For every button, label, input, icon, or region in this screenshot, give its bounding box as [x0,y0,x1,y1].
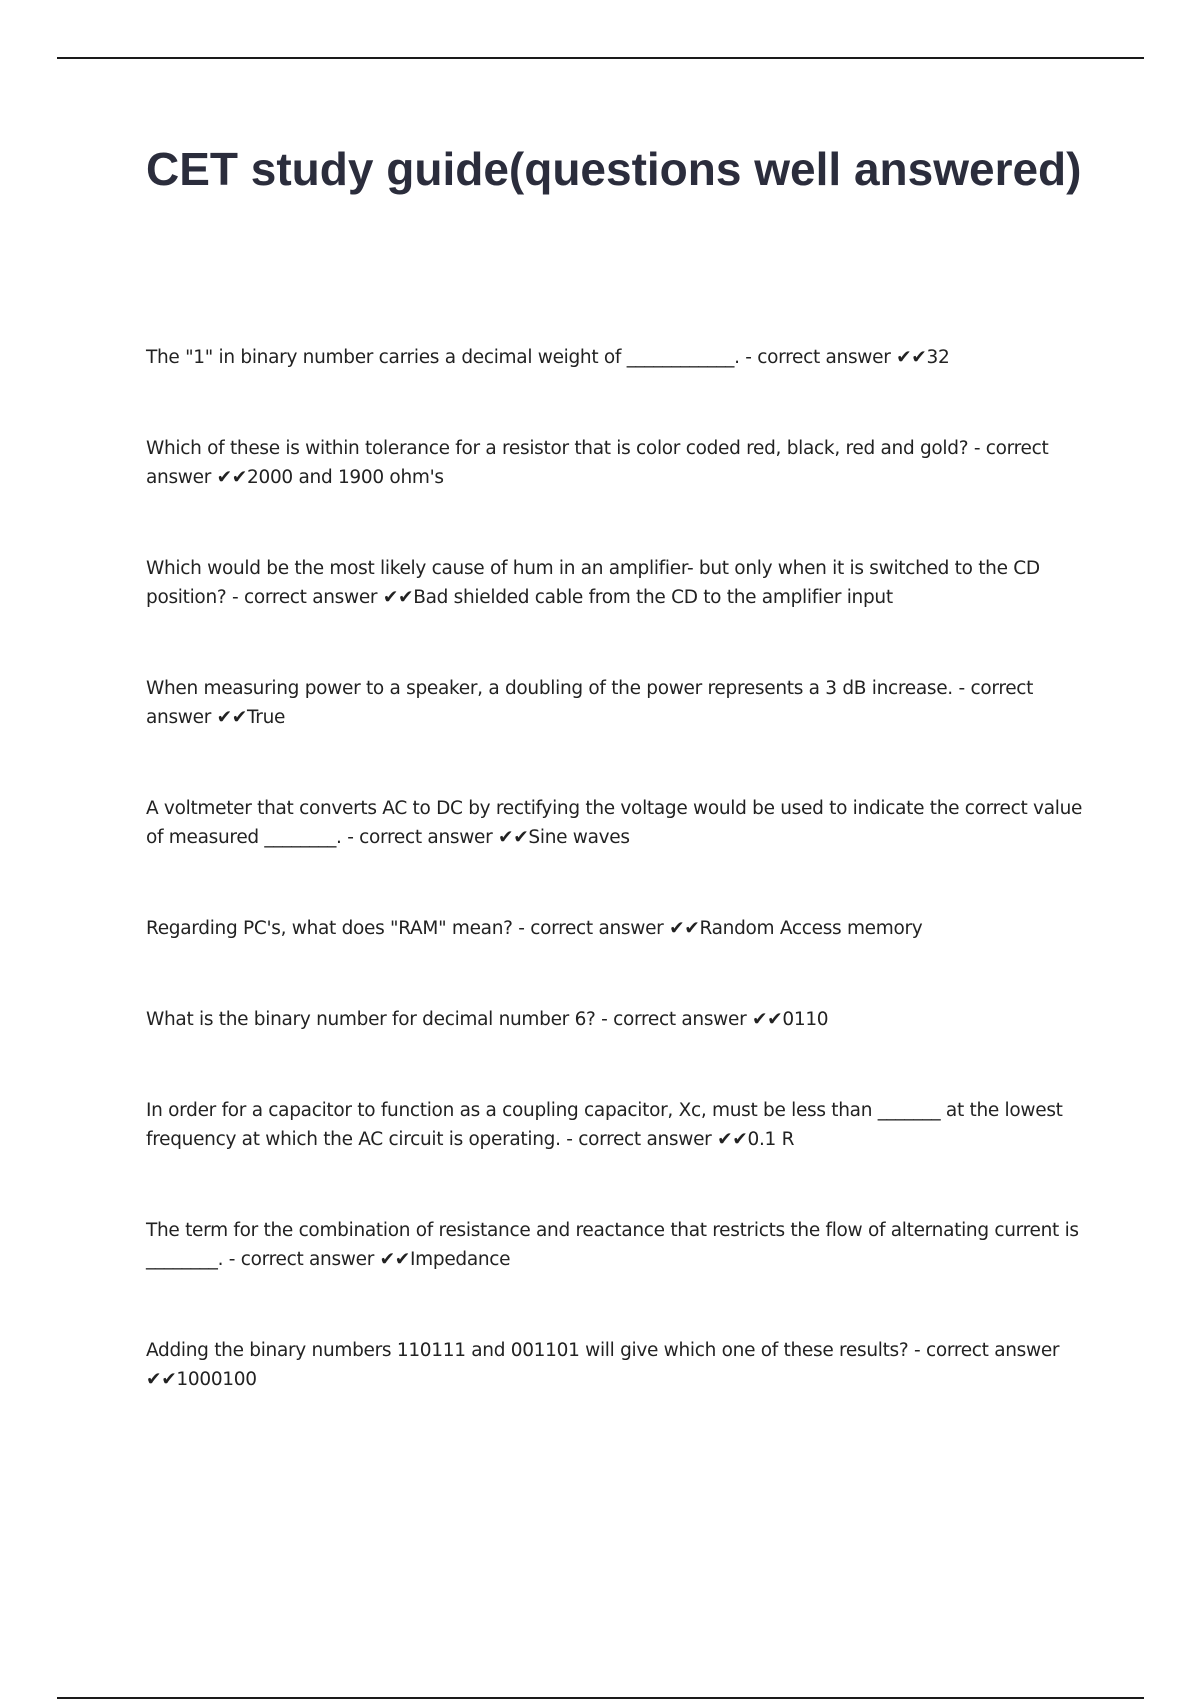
answer-text: 0.1 R [747,1129,795,1150]
answer-separator: - correct answer [908,1340,1060,1361]
check-marks-icon: ✔✔ [146,1369,177,1390]
bottom-divider [57,1697,1144,1699]
answer-text: 1000100 [176,1369,257,1390]
question-text: A voltmeter that converts AC to DC by rectifying the voltage would be used to indicate the correct value of measured ________. [146,798,1083,848]
check-marks-icon: ✔✔ [379,1249,410,1270]
answer-text: Random Access memory [699,918,923,939]
qa-item-10 [146,1336,1086,1394]
qa-item-2 [146,434,1086,492]
answer-separator: - correct answer [226,587,383,608]
check-marks-icon: ✔✔ [669,918,700,939]
answer-text: True [247,707,286,728]
question-text: When measuring power to a speaker, a doubling of the power represents a 3 dB increase. [146,678,953,699]
question-text: The "1" in binary number carries a decimal weight of ____________. [146,347,740,368]
question-text: In order for a capacitor to function as a coupling capacitor, Xc, must be less than _______ at the lowest frequency at which the AC circuit is operating. [146,1100,1063,1150]
check-marks-icon: ✔✔ [751,1009,783,1030]
qa-item-9 [146,1216,1086,1274]
answer-separator: - correct answer [146,438,1049,488]
qa-item-3 [146,554,1086,612]
qa-item-7 [146,1005,1086,1034]
qa-item-6 [146,914,1086,943]
answer-text: Sine waves [528,827,630,848]
answer-separator: - correct answer [739,347,897,368]
answer-separator: - correct answer [595,1009,752,1030]
question-text: Adding the binary numbers 110111 and 001101 will give which one of these results? [146,1340,909,1361]
check-marks-icon: ✔✔ [216,467,248,488]
question-text: Which of these is within tolerance for a resistor that is color coded red, black, red and gold? [146,438,969,459]
top-divider [57,57,1144,59]
document-title: CET study guide(questions well answered) [146,143,1082,195]
qa-item-1 [146,343,1086,372]
answer-text: Bad shielded cable from the CD to the amplifier input [413,587,893,608]
answer-separator: - correct answer [146,678,1034,728]
qa-item-5 [146,794,1086,852]
check-marks-icon: ✔✔ [216,707,248,728]
check-marks-icon: ✔✔ [896,347,927,368]
check-marks-icon: ✔✔ [498,827,529,848]
question-text: Which would be the most likely cause of hum in an amplifier- but only when it is switched to the CD position? [146,558,1040,608]
question-text: Regarding PC's, what does "RAM" mean? [146,918,513,939]
check-marks-icon: ✔✔ [382,587,414,608]
answer-text: 2000 and 1900 ohm's [247,467,444,488]
answer-separator: - correct answer [560,1129,718,1150]
qa-item-8 [146,1096,1086,1154]
question-text: The term for the combination of resistance and reactance that restricts the flow of alternating current is ________. [146,1220,1079,1270]
answer-separator: - correct answer [512,918,670,939]
answer-text: 0110 [782,1009,829,1030]
check-marks-icon: ✔✔ [717,1129,748,1150]
answer-text: 32 [926,347,950,368]
answer-text: Impedance [410,1249,511,1270]
answer-separator: - correct answer [341,827,499,848]
answer-separator: - correct answer [223,1249,380,1270]
qa-item-4 [146,674,1086,732]
question-text: What is the binary number for decimal number 6? [146,1009,596,1030]
